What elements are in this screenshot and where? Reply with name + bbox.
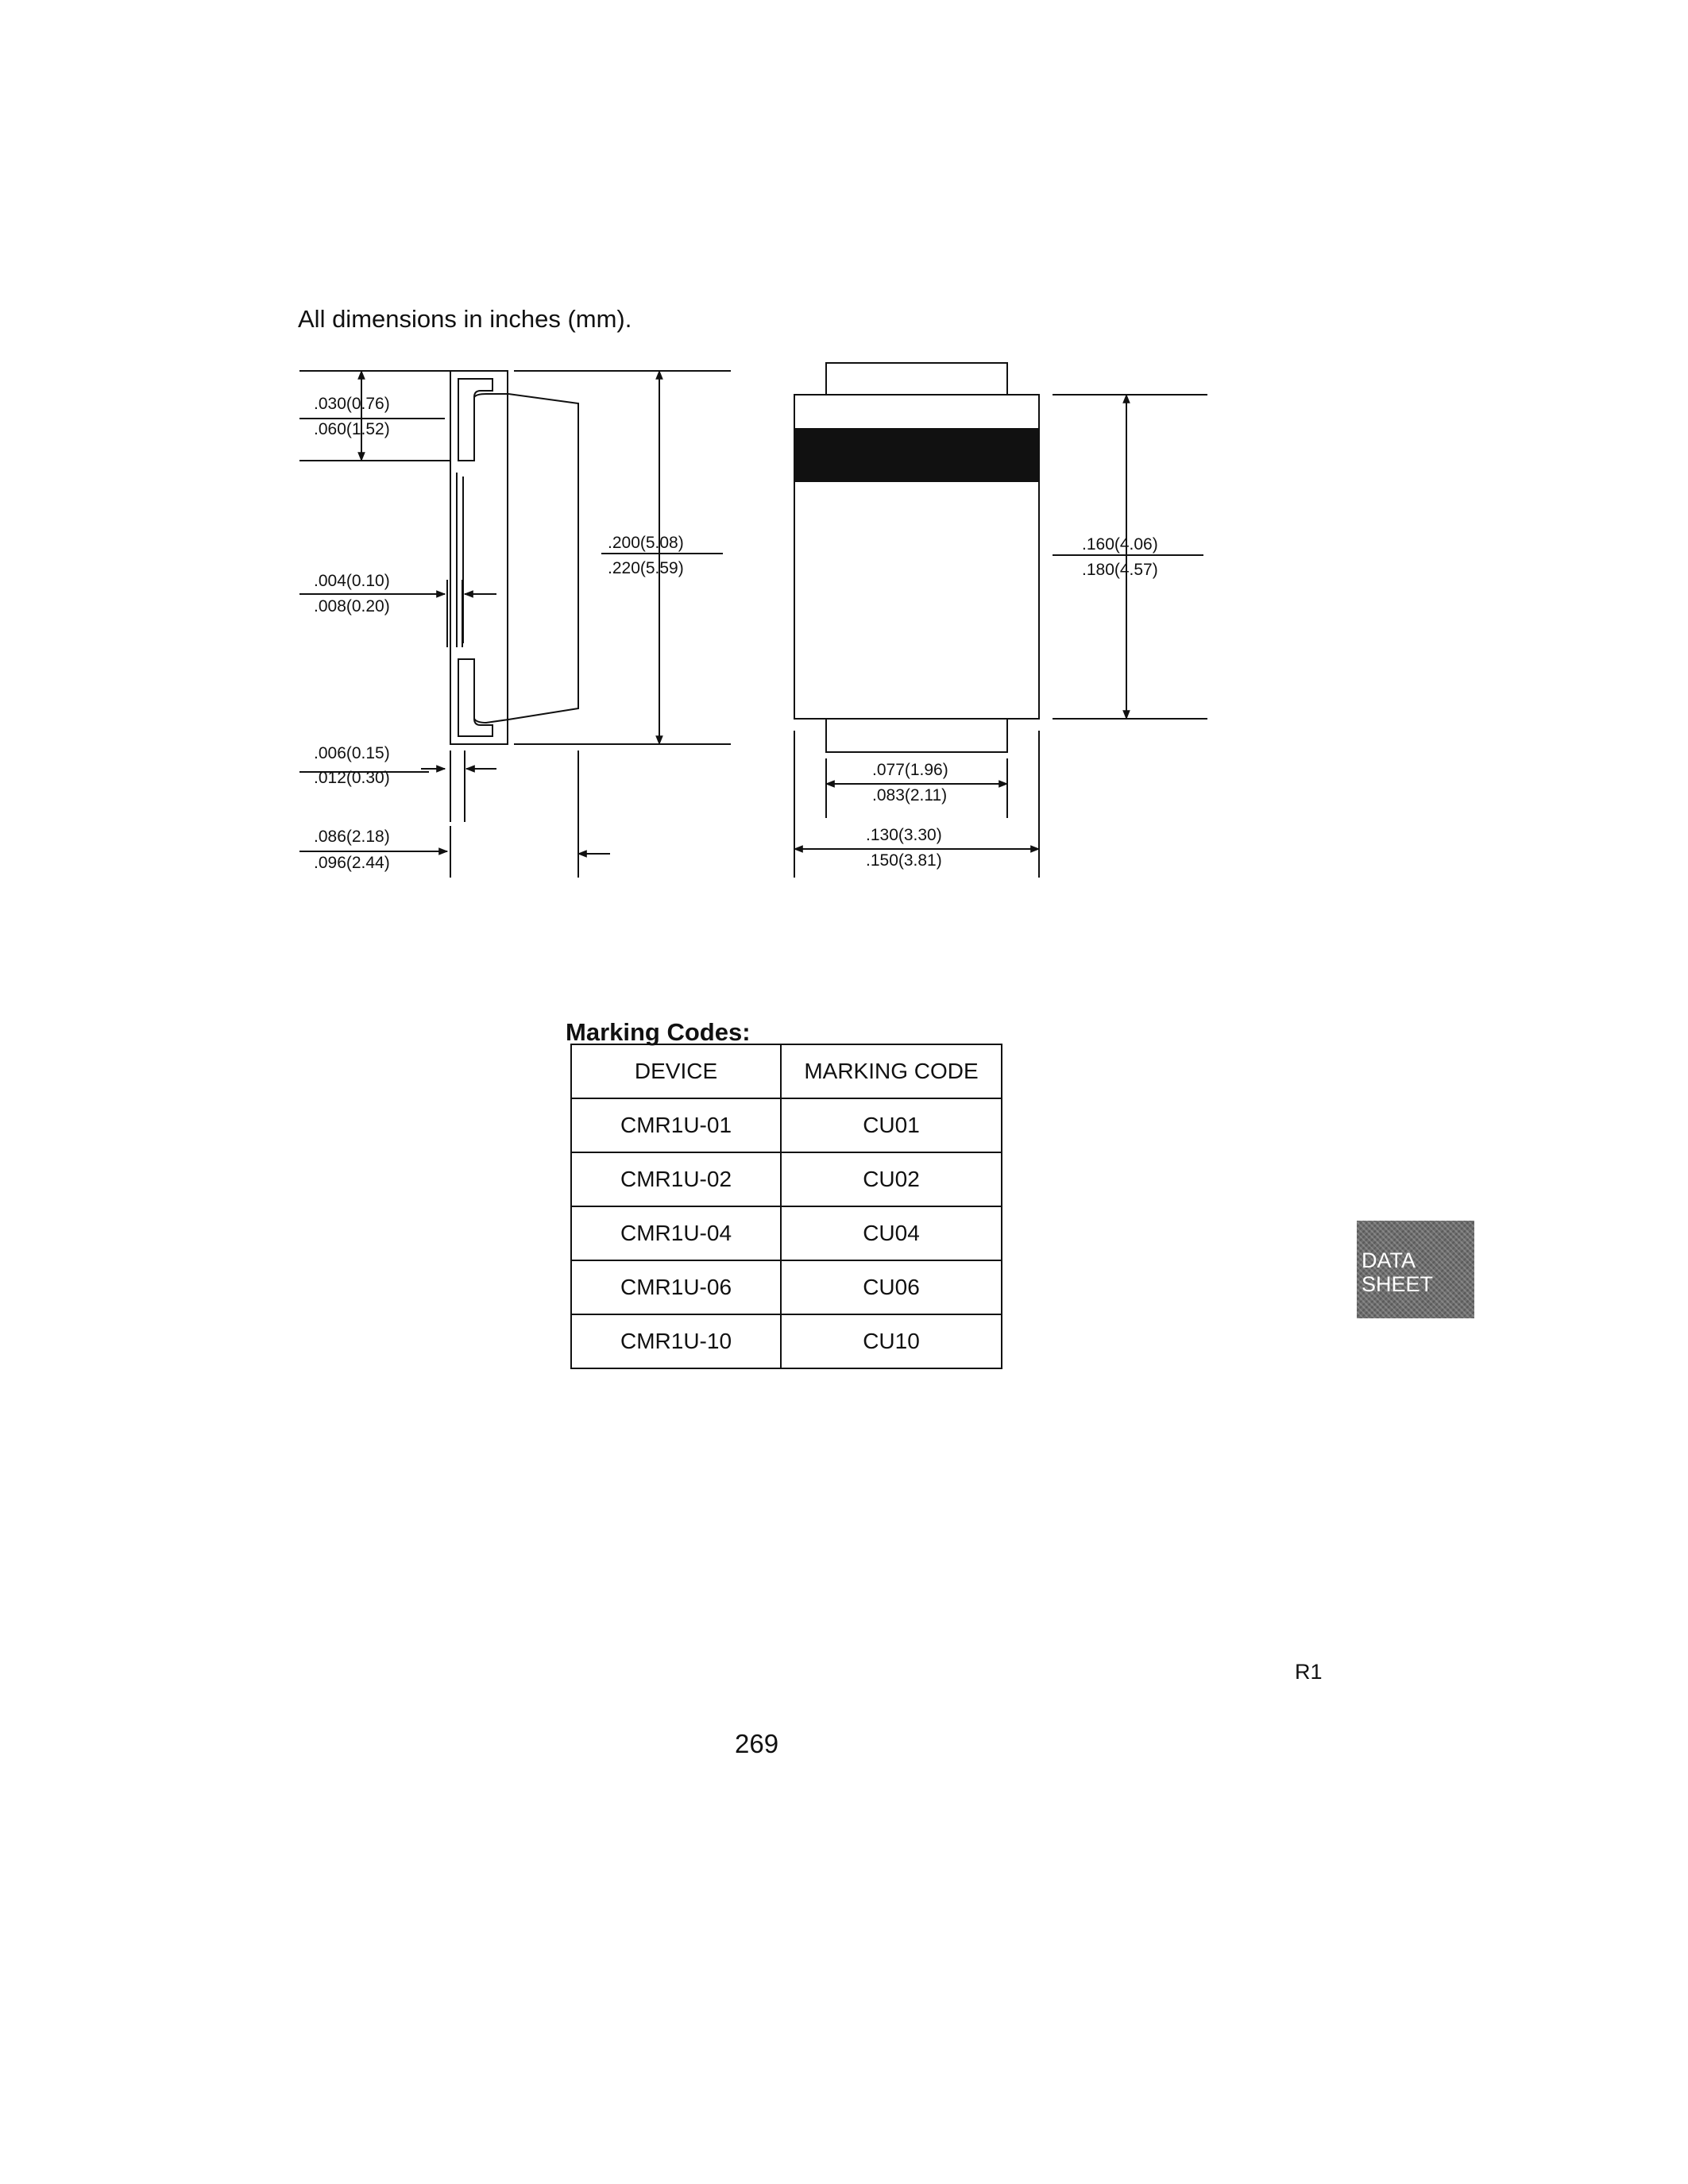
device-cell: CMR1U-06 <box>571 1260 781 1314</box>
marking-code-cell: CU10 <box>781 1314 1002 1368</box>
top-view-outline <box>794 363 1039 752</box>
revision-label: R1 <box>1295 1660 1323 1684</box>
dim-lead-width-max: .083(2.11) <box>872 786 948 805</box>
marking-code-cell: CU01 <box>781 1098 1002 1152</box>
table-row <box>571 1098 1002 1152</box>
tab-line-1: DATA <box>1362 1248 1416 1272</box>
dim-depth-max: .096(2.44) <box>314 854 390 872</box>
side-view-outline <box>450 371 578 744</box>
dim-lead-min: .006(0.15) <box>314 744 390 762</box>
table-header-row <box>571 1044 1002 1098</box>
tab-line-2: SHEET <box>1362 1272 1434 1296</box>
column-header-marking-code: MARKING CODE <box>781 1044 1002 1098</box>
marking-code-cell: CU06 <box>781 1260 1002 1314</box>
device-cell: CMR1U-01 <box>571 1098 781 1152</box>
marking-codes-title: Marking Codes: <box>566 1018 751 1046</box>
column-header-device: DEVICE <box>571 1044 781 1098</box>
dim-lead-width-min: .077(1.96) <box>872 761 948 779</box>
table-row <box>571 1206 1002 1260</box>
units-note: All dimensions in inches (mm). <box>298 305 632 333</box>
dim-lead-thickness-max: .060(1.52) <box>314 420 390 438</box>
table-row <box>571 1260 1002 1314</box>
dim-body-max: .180(4.57) <box>1082 561 1158 579</box>
dim-gap-max: .008(0.20) <box>314 597 390 615</box>
table-row <box>571 1314 1002 1368</box>
marking-codes-table <box>570 1044 1002 1369</box>
dim-gap-min: .004(0.10) <box>314 572 390 590</box>
dim-width-max: .150(3.81) <box>866 851 942 870</box>
device-cell: CMR1U-10 <box>571 1314 781 1368</box>
marking-code-cell: CU02 <box>781 1152 1002 1206</box>
marking-code-cell: CU04 <box>781 1206 1002 1260</box>
dim-body-min: .160(4.06) <box>1082 535 1158 554</box>
device-cell: CMR1U-02 <box>571 1152 781 1206</box>
dim-height-min: .200(5.08) <box>608 534 684 552</box>
table-row <box>571 1152 1002 1206</box>
dim-width-min: .130(3.30) <box>866 826 942 844</box>
dim-depth-min: .086(2.18) <box>314 828 390 846</box>
dim-lead-max: .012(0.30) <box>314 769 390 787</box>
dim-height-max: .220(5.59) <box>608 559 684 577</box>
data-sheet-tab <box>1357 1221 1474 1318</box>
dim-lead-thickness-min: .030(0.76) <box>314 395 390 413</box>
device-cell: CMR1U-04 <box>571 1206 781 1260</box>
page-number: 269 <box>735 1729 779 1758</box>
